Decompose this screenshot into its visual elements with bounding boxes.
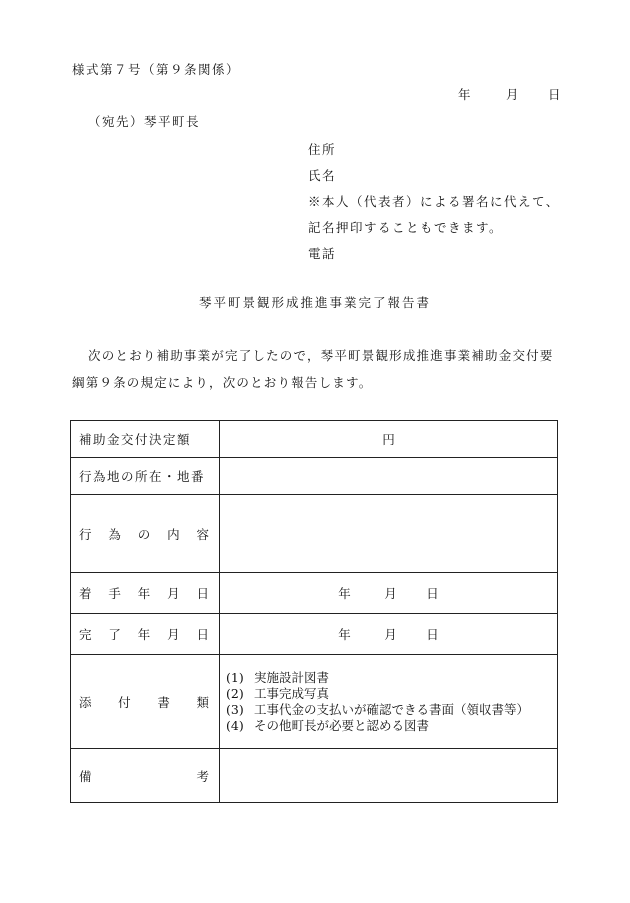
attachments-label: [71, 655, 220, 749]
end-date-label-char: 日: [196, 627, 209, 642]
attachments-label-char: 書: [157, 694, 170, 710]
start-date-label-char: 着: [79, 586, 92, 601]
applicant-block: [308, 137, 560, 267]
attachment-item: [226, 718, 557, 734]
start-date-value[interactable]: [220, 573, 558, 614]
address-label: 住所: [308, 142, 337, 157]
start-month: 月: [384, 586, 397, 601]
start-year: 年: [338, 586, 351, 601]
attachment-list: [220, 666, 557, 738]
row-remarks: [71, 749, 558, 803]
content-label-char: 為: [108, 526, 121, 542]
attachment-item: [226, 702, 557, 718]
row-start-date: [71, 573, 558, 614]
end-month: 月: [384, 627, 397, 642]
remarks-label: [71, 749, 220, 803]
attachment-number: (3): [226, 701, 244, 717]
attachments-value: [220, 655, 558, 749]
grant-amount-label: 補助金交付決定額: [71, 421, 220, 458]
submission-date: [458, 85, 561, 103]
start-date-label: [71, 573, 220, 614]
location-value[interactable]: [220, 458, 558, 495]
content-label-char: 内: [167, 526, 180, 542]
row-content: [71, 495, 558, 573]
signature-note-line2: 記名押印することもできます。: [308, 220, 504, 235]
location-label: 行為地の所在・地番: [71, 458, 220, 495]
form-number: 様式第７号（第９条関係）: [72, 62, 241, 77]
end-date-value[interactable]: [220, 614, 558, 655]
row-attachments: [71, 655, 558, 749]
attachment-text: 工事代金の支払いが確認できる書面（領収書等）: [254, 701, 530, 717]
content-label-char: 容: [196, 526, 209, 542]
remarks-label-char: 考: [196, 768, 209, 784]
start-date-label-char: 手: [108, 586, 121, 601]
attachment-number: (2): [226, 685, 244, 701]
report-table: [70, 420, 558, 803]
row-end-date: [71, 614, 558, 655]
intro-paragraph: [72, 342, 562, 396]
end-date-label-char: 完: [79, 627, 92, 642]
attachment-number: (1): [226, 669, 244, 685]
attachments-label-char: 類: [196, 694, 209, 710]
date-day-label: 日: [548, 87, 561, 102]
start-date-label-char: 日: [196, 586, 209, 601]
remarks-value[interactable]: [220, 749, 558, 803]
end-year: 年: [338, 627, 351, 642]
row-location: [71, 458, 558, 495]
start-date-label-char: 月: [167, 586, 180, 601]
end-date-label-char: 月: [167, 627, 180, 642]
name-label: 氏名: [308, 168, 337, 183]
intro-line1: 次のとおり補助事業が完了したので，琴平町景観形成推進事業補助金交付要: [88, 348, 554, 363]
attachment-item: [226, 670, 557, 686]
attachments-label-char: 添: [79, 694, 92, 710]
grant-amount-value[interactable]: 円: [220, 421, 558, 458]
content-label-char: 行: [79, 526, 92, 542]
content-label-char: の: [137, 526, 151, 542]
attachment-text: その他町長が必要と認める図書: [254, 717, 430, 733]
attachments-label-char: 付: [118, 694, 131, 710]
start-date-label-char: 年: [137, 586, 151, 601]
content-value[interactable]: [220, 495, 558, 573]
end-date-label-char: 年: [137, 627, 151, 642]
remarks-label-char: 備: [79, 768, 92, 784]
attachment-number: (4): [226, 717, 244, 733]
signature-note-line1: ※本人（代表者）による署名に代えて、: [308, 194, 560, 209]
end-date-label-char: 了: [108, 627, 121, 642]
phone-label: 電話: [308, 246, 337, 261]
attachment-text: 工事完成写真: [254, 685, 330, 701]
addressee: （宛先）琴平町長: [88, 114, 201, 129]
date-year-label: 年: [458, 87, 471, 102]
attachment-item: [226, 686, 557, 702]
intro-line2: 綱第９条の規定により，次のとおり報告します。: [72, 375, 373, 390]
row-grant-amount: [71, 421, 558, 458]
end-day: 日: [426, 627, 439, 642]
date-month-label: 月: [506, 87, 519, 102]
document-title: 琴平町景観形成推進事業完了報告書: [198, 295, 431, 310]
content-label: [71, 495, 220, 573]
attachment-text: 実施設計図書: [254, 669, 330, 685]
end-date-label: [71, 614, 220, 655]
start-day: 日: [426, 586, 439, 601]
